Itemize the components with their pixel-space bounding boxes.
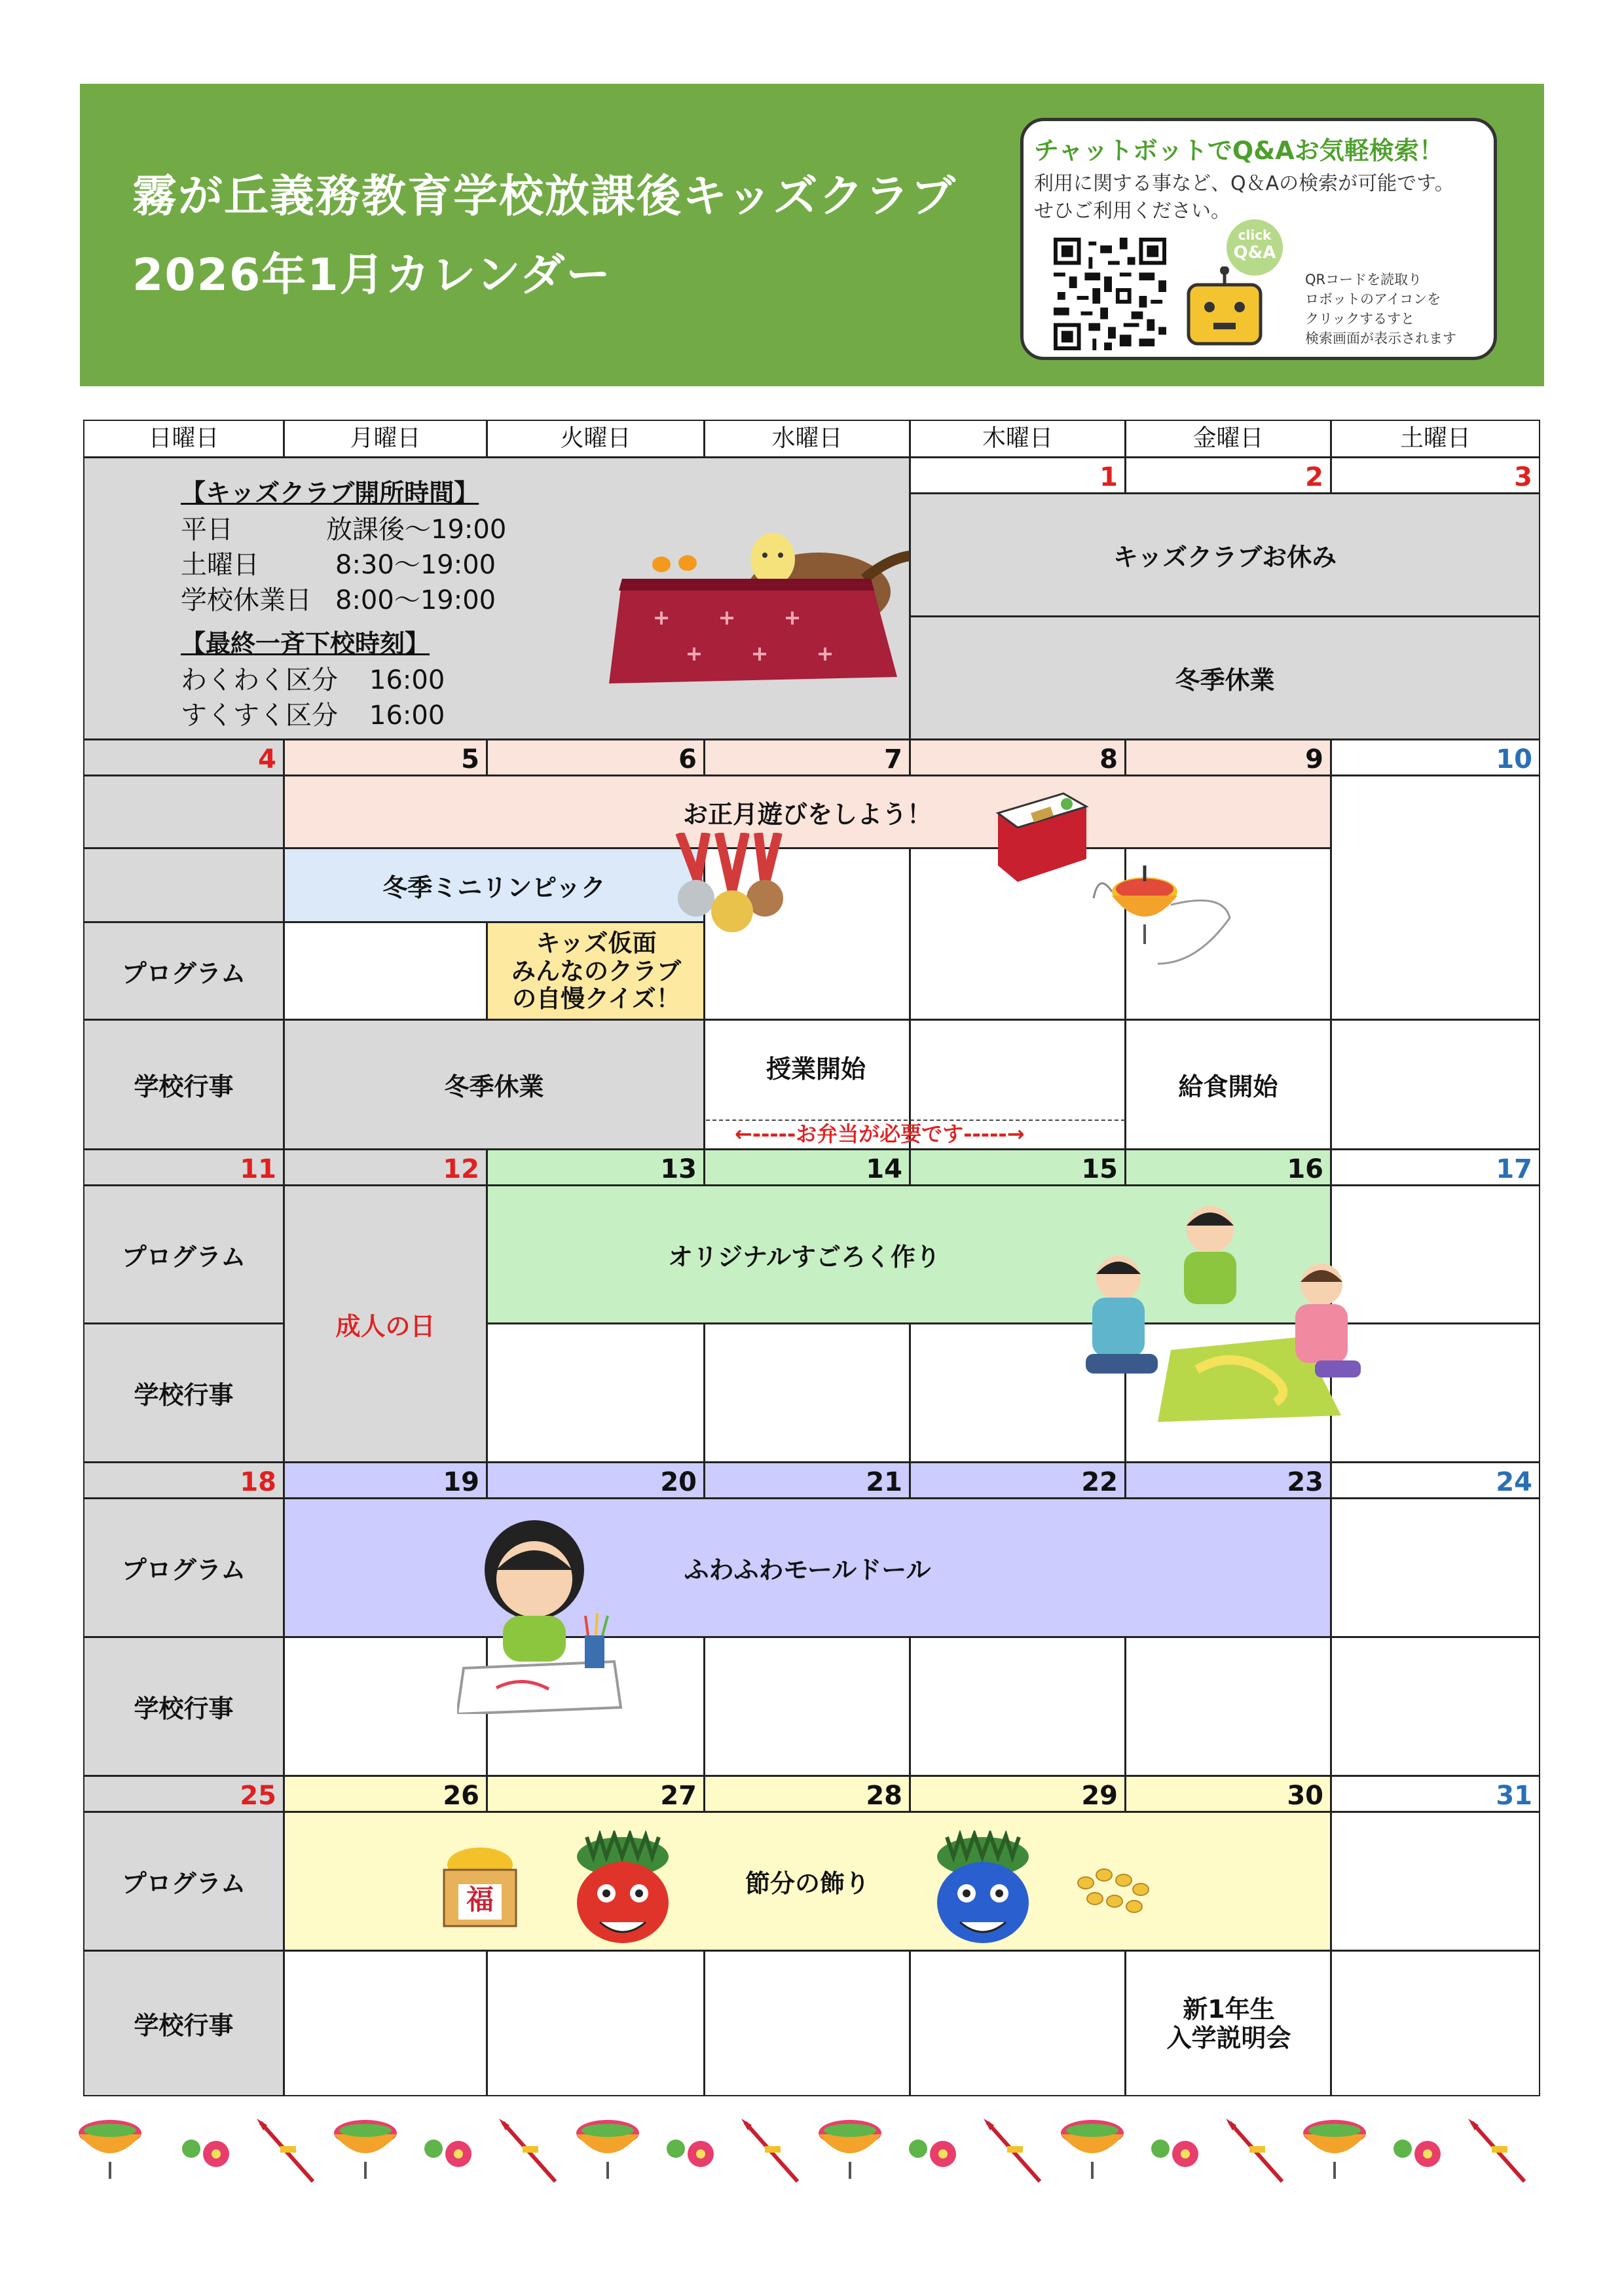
day-cell-18: 18 — [83, 1462, 284, 1499]
sat31-program — [1331, 1812, 1540, 1951]
event-new-year-play: お正月遊びをしよう！ — [284, 775, 1331, 848]
sat10-program — [1331, 775, 1540, 1020]
row-label-school-w5: 学校行事 — [83, 1950, 284, 2096]
chatbot-heading: チャットボットでQ&Aお気軽検索！ — [1034, 136, 1444, 165]
row-label-school-w2: 学校行事 — [83, 1019, 284, 1150]
dismissal-suku-time: 16:00 — [369, 701, 445, 731]
event-setsubun: 節分の飾り — [284, 1812, 1331, 1951]
girl-crafting-illustration — [457, 1518, 627, 1714]
footer-pattern — [79, 2119, 1524, 2181]
hours-holiday-time: 8:00～19:00 — [335, 585, 496, 615]
event-sugoroku: オリジナルすごろく作り — [487, 1185, 1331, 1324]
day-cell-22: 22 — [910, 1462, 1126, 1499]
medals-illustration — [667, 833, 784, 944]
day-cell-3: 3 — [1331, 457, 1540, 494]
event-coming-of-age: 成人の日 — [284, 1185, 487, 1463]
page-subtitle: 2026年1月カレンダー — [132, 249, 612, 301]
spinning-top-illustration — [1092, 866, 1236, 977]
mon26-school — [284, 1950, 487, 2096]
club-closed: キッズクラブお休み — [910, 493, 1540, 617]
mon5-program — [284, 922, 487, 1020]
calendar — [84, 420, 1540, 2098]
blue-oni-mask-illustration — [927, 1831, 1039, 1948]
day-cell-13: 13 — [487, 1149, 705, 1186]
robot-icon[interactable] — [1182, 266, 1267, 348]
label-empty-1 — [83, 775, 284, 848]
winter-break-week2: 冬季休業 — [284, 1019, 705, 1150]
day-cell-17: 17 — [1331, 1149, 1540, 1186]
weekday-sat: 土曜日 — [1331, 420, 1540, 458]
hours-heading: 【キッズクラブ開所時間】 — [181, 479, 479, 507]
chatbot-box — [1020, 118, 1497, 360]
dismissal-waku-time: 16:00 — [369, 665, 445, 695]
dismissal-suku-label: すくすく区分 — [181, 701, 338, 731]
decorative-border-icons — [77, 2116, 1547, 2195]
wed14-school — [704, 1323, 910, 1463]
click-badge: click Q&A — [1227, 219, 1283, 276]
qr-note-4: 検索画面が表示されます — [1305, 331, 1456, 346]
day-cell-15: 15 — [910, 1149, 1126, 1186]
day-cell-10: 10 — [1331, 739, 1540, 776]
hours-weekday-time: 放課後～19:00 — [326, 515, 507, 545]
hours-weekday-label: 平日 — [181, 515, 233, 545]
day-cell-6: 6 — [487, 739, 705, 776]
day-cell-8: 8 — [910, 739, 1126, 776]
tue13-school — [487, 1323, 705, 1463]
sat24-school — [1331, 1637, 1540, 1776]
day-cell-11: 11 — [83, 1149, 284, 1186]
header-banner — [80, 84, 1544, 386]
karuta-illustration — [991, 787, 1090, 885]
day-cell-25: 25 — [83, 1776, 284, 1812]
row-label-school-w4: 学校行事 — [83, 1637, 284, 1776]
thu22-school — [910, 1637, 1126, 1776]
weekday-sun: 日曜日 — [83, 420, 284, 458]
qr-note-3: クリックするすと — [1305, 311, 1415, 327]
event-mogul-doll: ふわふわモールドール — [284, 1498, 1331, 1637]
day-cell-4: 4 — [83, 739, 284, 776]
bento-note: ←-----お弁当が必要です-----→ — [735, 1121, 1025, 1146]
row-label-program-w5: プログラム — [83, 1812, 284, 1951]
row-label-program-w2: プログラム — [83, 922, 284, 1020]
kids-sugoroku-illustration — [1079, 1206, 1367, 1429]
day-cell-21: 21 — [704, 1462, 910, 1499]
chatbot-text-1: 利用に関する事など、Q＆Aの検索が可能です。 — [1034, 172, 1454, 195]
day-cell-31: 31 — [1331, 1776, 1540, 1812]
row-label-program-w4: プログラム — [83, 1498, 284, 1637]
red-oni-mask-illustration — [567, 1831, 678, 1948]
hours-saturday-label: 土曜日 — [181, 550, 259, 580]
sat10-school — [1331, 1019, 1540, 1150]
dismissal-heading: 【最終一斉下校時刻】 — [181, 629, 430, 658]
wed28-school — [704, 1950, 910, 2096]
day-cell-1: 1 — [910, 457, 1126, 494]
day-cell-12: 12 — [284, 1149, 487, 1186]
weekday-fri: 金曜日 — [1125, 420, 1331, 458]
weekday-thu: 木曜日 — [910, 420, 1126, 458]
hours-holiday-label: 学校休業日 — [181, 585, 312, 615]
weekday-tue: 火曜日 — [487, 420, 705, 458]
event-quiz: キッズ仮面 みんなのクラブ の自慢クイズ！ — [511, 929, 681, 1013]
tue27-school — [487, 1950, 705, 2096]
day-cell-30: 30 — [1125, 1776, 1331, 1812]
footer-decoration — [77, 2116, 1547, 2195]
qr-code[interactable] — [1054, 238, 1166, 350]
day-cell-19: 19 — [284, 1462, 487, 1499]
event-mini-olympic: 冬季ミニリンピック — [284, 848, 705, 922]
thu29-school — [910, 1950, 1126, 2096]
sat31-school — [1331, 1950, 1540, 2096]
day-cell-16: 16 — [1125, 1149, 1331, 1186]
fuku-label: 福 — [466, 1884, 494, 1916]
dismissal-waku-label: わくわく区分 — [181, 665, 338, 695]
sat24-program — [1331, 1498, 1540, 1637]
qr-note-1: QRコードを読取り — [1305, 272, 1422, 287]
chatbot-text-2: せひご利用ください。 — [1034, 200, 1230, 223]
roasted-beans-illustration — [1073, 1863, 1158, 1916]
event-lunch-start: 給食開始 — [1125, 1019, 1331, 1150]
weekday-wed: 水曜日 — [704, 420, 910, 458]
row-label-program-w3: プログラム — [83, 1185, 284, 1324]
day-cell-28: 28 — [704, 1776, 910, 1812]
day-cell-5: 5 — [284, 739, 487, 776]
kotatsu-horse-illustration — [596, 507, 963, 703]
day-cell-7: 7 — [704, 739, 910, 776]
day-cell-29: 29 — [910, 1776, 1126, 1812]
wed21-school — [704, 1637, 910, 1776]
event-class-start: 授業開始 — [766, 1055, 866, 1084]
day-cell-14: 14 — [704, 1149, 910, 1186]
day-cell-24: 24 — [1331, 1462, 1540, 1499]
day-cell-20: 20 — [487, 1462, 705, 1499]
page-title: 霧が丘義務教育学校放課後キッズクラブ — [132, 171, 957, 223]
weekday-mon: 月曜日 — [284, 420, 487, 458]
winter-break-week1: 冬季休業 — [910, 616, 1540, 740]
hours-saturday-time: 8:30～19:00 — [335, 550, 496, 580]
day-cell-2: 2 — [1125, 457, 1331, 494]
label-empty-2 — [83, 848, 284, 922]
day-cell-9: 9 — [1125, 739, 1331, 776]
bento-divider — [706, 1120, 1125, 1121]
qr-note-2: ロボットのアイコンを — [1305, 291, 1441, 307]
day-cell-27: 27 — [487, 1776, 705, 1812]
day-cell-23: 23 — [1125, 1462, 1331, 1499]
row-label-school-w3: 学校行事 — [83, 1323, 284, 1463]
fri23-school — [1125, 1637, 1331, 1776]
day-cell-26: 26 — [284, 1776, 487, 1812]
event-new-student-orientation: 新1年生 入学説明会 — [1166, 1994, 1291, 2052]
